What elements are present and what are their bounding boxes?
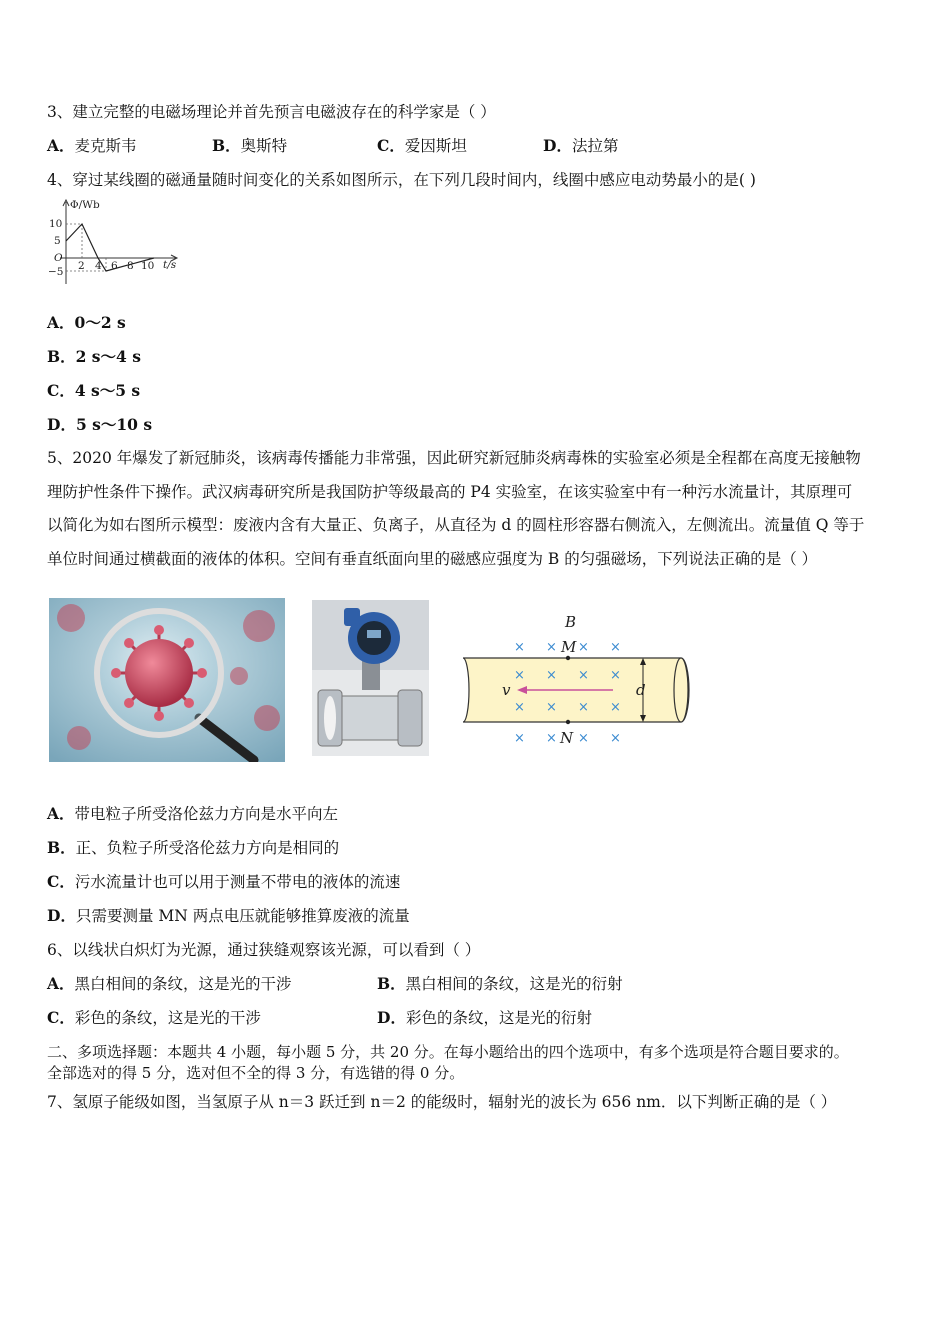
q3-stem: 3、建立完整的电磁场理论并首先预言电磁波存在的科学家是（ ） — [47, 103, 496, 121]
graph-x-label: t/s — [163, 259, 177, 271]
q5-option-c: C．污水流量计也可以用于测量不带电的液体的流速 — [47, 872, 401, 891]
label-b: B — [565, 613, 577, 631]
q4-option-c: C．4 s～5 s — [47, 381, 141, 400]
svg-text:×: × — [546, 731, 557, 746]
label-n: N — [560, 729, 574, 747]
svg-text:×: × — [610, 640, 621, 655]
pipe-right-end — [674, 658, 688, 722]
svg-text:×: × — [578, 668, 589, 683]
q5-option-b: B．正、负粒子所受洛伦兹力方向是相同的 — [47, 838, 340, 857]
svg-text:×: × — [546, 668, 557, 683]
q5-option-a: A．带电粒子所受洛伦兹力方向是水平向左 — [47, 804, 339, 823]
q5-option-d: D．只需要测量 MN 两点电压就能够推算废液的流量 — [47, 906, 410, 925]
svg-text:×: × — [610, 700, 621, 715]
graph-xtick-2: 2 — [78, 260, 85, 272]
flow-meter-image — [312, 600, 429, 756]
virus-magnifier-image — [49, 598, 285, 762]
q6-option-c: C．彩色的条纹，这是光的干涉 — [47, 1008, 261, 1027]
section-2-instructions — [47, 1042, 909, 1084]
magnetic-flow-diagram — [455, 605, 695, 750]
svg-text:×: × — [610, 668, 621, 683]
section-2-line-2: 全部选对的得 5 分，选对但不全的得 3 分，有选错的得 0 分。 — [47, 1064, 465, 1082]
q3-option-c: C．爱因斯坦 — [377, 136, 467, 155]
svg-text:×: × — [578, 700, 589, 715]
graph-xtick-8: 8 — [127, 260, 134, 272]
q6-option-d: D．彩色的条纹，这是光的衍射 — [377, 1008, 592, 1027]
q6-stem: 6、以线状白炽灯为光源，通过狭缝观察该光源，可以看到（ ） — [47, 941, 481, 959]
graph-origin: O — [54, 252, 63, 264]
q5-stem-line-3: 以简化为如右图所示模型：废液内含有大量正、负离子，从直径为 d 的圆柱形容器右侧流入，左侧流出。流量值 Q 等于 — [47, 516, 865, 534]
q4-flux-graph — [44, 196, 184, 288]
label-v: v — [502, 681, 511, 699]
q4-option-a: A．0～2 s — [47, 313, 126, 332]
q3-option-b: B．奥斯特 — [212, 136, 288, 155]
q3-option-a: A．麦克斯韦 — [47, 136, 137, 155]
svg-text:×: × — [514, 731, 525, 746]
svg-text:×: × — [514, 668, 525, 683]
svg-text:×: × — [578, 731, 589, 746]
svg-text:×: × — [610, 731, 621, 746]
q4-option-b: B．2 s～4 s — [47, 347, 141, 366]
q4-stem: 4、穿过某线圈的磁通量随时间变化的关系如图所示，在下列几段时间内，线圈中感应电动势最小的是( ) — [47, 171, 756, 189]
label-d: d — [636, 681, 646, 699]
section-2-line-1: 二、多项选择题：本题共 4 小题，每小题 5 分，共 20 分。在每小题给出的四个选项中，有多个选项是符合题目要求的。 — [47, 1043, 849, 1061]
label-m: M — [561, 638, 577, 656]
q5-stem — [47, 442, 909, 576]
graph-ytick-5: 5 — [54, 235, 61, 247]
graph-ytick-10: 10 — [49, 218, 63, 230]
q6-option-a: A．黑白相间的条纹，这是光的干涉 — [47, 974, 292, 993]
q6-option-b: B．黑白相间的条纹，这是光的衍射 — [377, 974, 623, 993]
q5-stem-line-4: 单位时间通过横截面的液体的体积。空间有垂直纸面向里的磁感应强度为 B 的匀强磁场，下列说法正确的是（ ） — [47, 549, 818, 568]
q4-option-d: D．5 s～10 s — [47, 415, 153, 434]
graph-xtick-6: 6 — [111, 260, 118, 272]
q5-stem-line-2: 理防护性条件下操作。武汉病毒研究所是我国防护等级最高的 P4 实验室，在该实验室中有一种污水流量计，其原理可 — [47, 482, 853, 501]
graph-ytick-neg5: −5 — [48, 266, 64, 278]
graph-xtick-10: 10 — [141, 260, 155, 272]
q3-option-d: D．法拉第 — [543, 136, 619, 155]
q5-stem-line-1: 5、2020 年爆发了新冠肺炎，该病毒传播能力非常强，因此研究新冠肺炎病毒株的实验室必须是全程都在高度无接触物 — [47, 449, 861, 467]
svg-text:×: × — [546, 640, 557, 655]
svg-text:×: × — [578, 640, 589, 655]
svg-text:×: × — [514, 700, 525, 715]
graph-xtick-4: 4 — [95, 260, 102, 272]
graph-y-label: Φ/Wb — [70, 199, 100, 211]
q7-stem: 7、氢原子能级如图，当氢原子从 n＝3 跃迁到 n＝2 的能级时，辐射光的波长为 656 nm．以下判断正确的是（ ） — [47, 1093, 837, 1111]
svg-text:×: × — [514, 640, 525, 655]
svg-text:×: × — [546, 700, 557, 715]
